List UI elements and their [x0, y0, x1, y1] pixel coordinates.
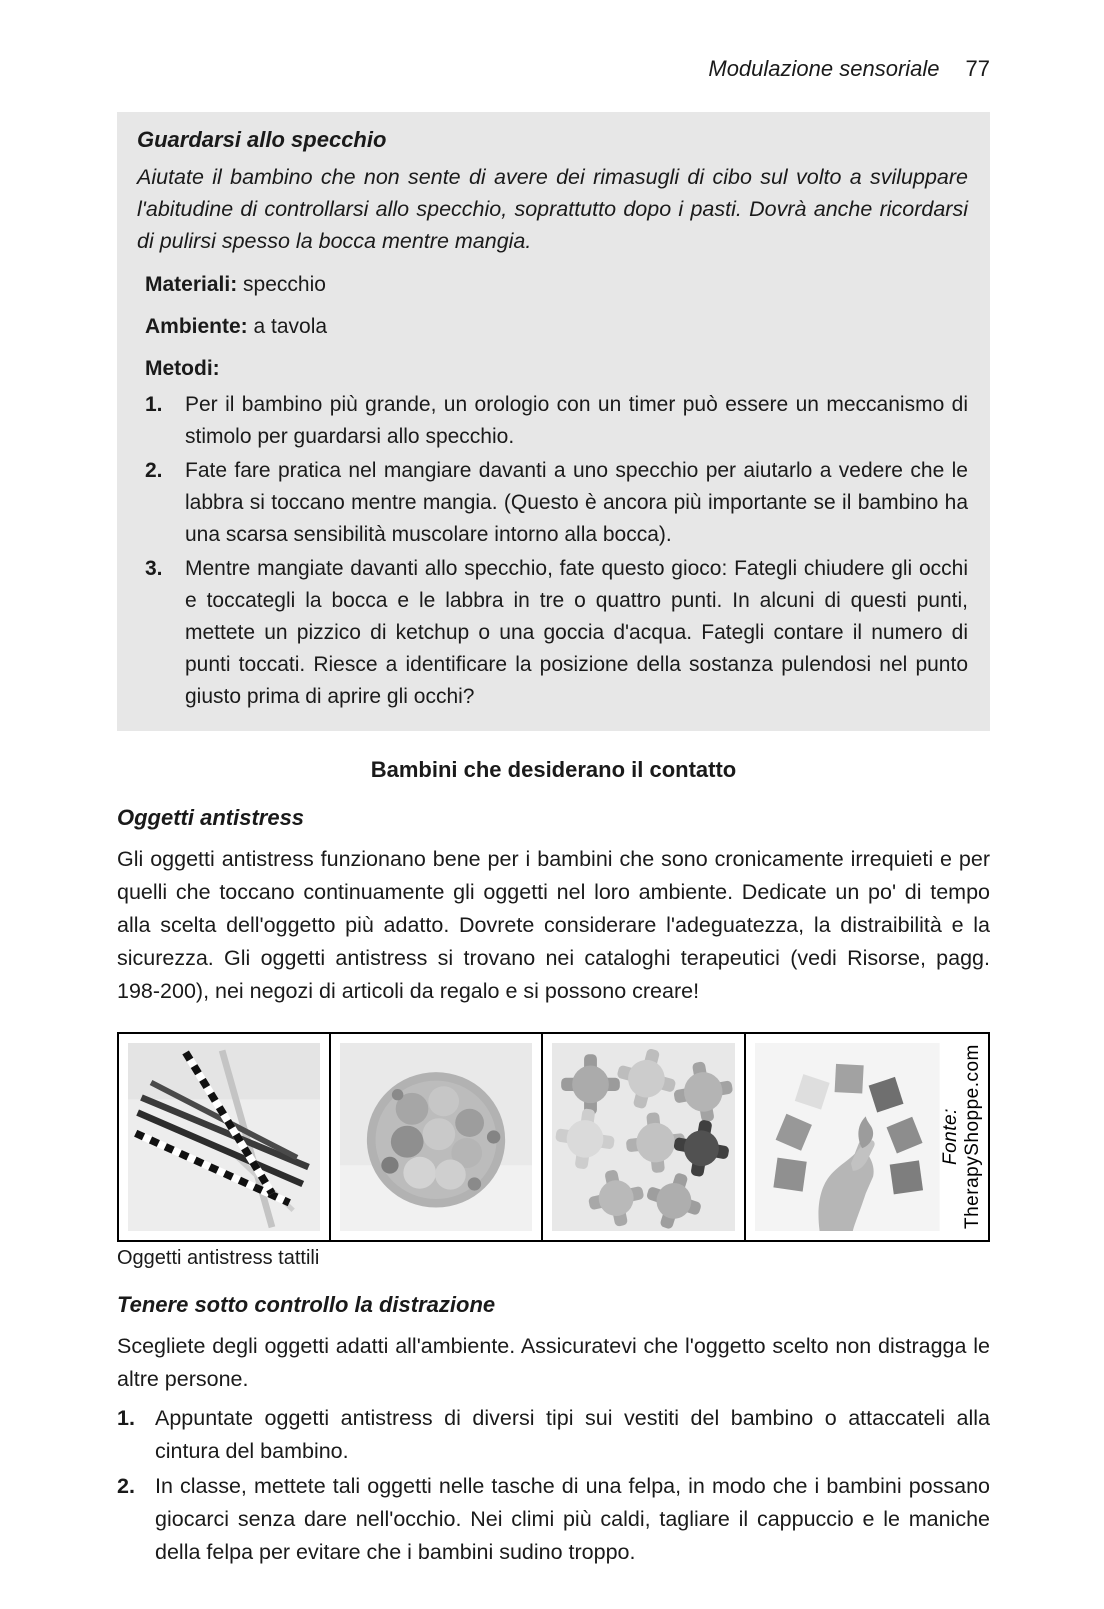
bead-squeeze-ball-photo	[340, 1043, 532, 1231]
materials-label: Materiali:	[145, 273, 238, 296]
section-title: Bambini che desiderano il contatto	[370, 757, 737, 782]
photo-cell-2	[331, 1034, 543, 1240]
tactile-twisted-sticks-photo	[128, 1043, 320, 1231]
activity-box-intro: Aiutate il bambino che non sente di avere dei rimasugli di cibo sul volto a sviluppare l'abitudine di controllarsi allo specchio, soprattutto dopo i pasti. Dovrà anche ricordarsi di pulirsi spesso la bocca mentre mangia.	[137, 165, 968, 253]
figure-caption: Oggetti antistress tattili	[117, 1247, 320, 1269]
subsection-title-distraction: Tenere sotto controllo la distrazione	[117, 1292, 496, 1317]
activity-box	[117, 112, 990, 731]
methods-label: Metodi:	[145, 357, 220, 380]
list-item	[145, 389, 968, 453]
environment-label: Ambiente:	[145, 315, 248, 338]
distraction-list	[117, 1402, 990, 1569]
chapter-title: Modulazione sensoriale	[708, 56, 940, 81]
list-number: 3.	[145, 557, 163, 580]
list-item-text: Mentre mangiate davanti allo specchio, fate questo gioco: Fategli chiudere gli occhi e toccategli la bocca e le labbra in tre o quattro punti. In alcuni di questi punti, mettete un pizzico di ketchup o una goccia d'acqua. Fategli contare il numero di punti toccati. Riesce a identificare la posizione della sostanza pulendosi nel punto giusto prima di aprire gli occhi?	[185, 557, 968, 708]
photo-cell-1	[119, 1034, 331, 1240]
list-item	[145, 455, 968, 551]
materials-row	[145, 271, 968, 299]
antistress-paragraph: Gli oggetti antistress funzionano bene per i bambini che sono cronicamente irrequieti e per quelli che toccano continuamente gli oggetti nel loro ambiente. Dedicate un po' di tempo alla scelta dell'oggetto più adatto. Dovrete considerare l'adeguatezza, la distraibilità e la sicurezza. Gli oggetti antistress si trovano nei cataloghi terapeutici (vedi Risorse, pagg. 198-200), nei negozi di articoli da regalo e si possono creare!	[117, 847, 990, 1003]
running-head	[117, 56, 990, 82]
activity-box-title: Guardarsi allo specchio	[137, 127, 387, 152]
putty-square	[890, 1160, 923, 1194]
credit-value: TherapyShoppe.com	[962, 1044, 983, 1230]
figure-antistress-objects	[117, 1032, 990, 1270]
photo-cell-3	[543, 1034, 746, 1240]
hand-with-putty-squares-photo	[755, 1043, 940, 1231]
materials-value: specchio	[237, 273, 326, 296]
photo-strip	[117, 1032, 990, 1242]
methods-list	[145, 389, 968, 713]
photo-credit	[940, 1043, 984, 1231]
methods-row	[145, 355, 968, 383]
list-item-text: Per il bambino più grande, un orologio con un timer può essere un meccanismo di stimolo per guardarsi allo specchio.	[185, 393, 968, 448]
distraction-paragraph: Scegliete degli oggetti adatti all'ambiente. Assicuratevi che l'oggetto scelto non distragga le altre persone.	[117, 1334, 990, 1391]
knobbed-jack-fidgets-photo	[552, 1043, 735, 1231]
subsection-title-antistress: Oggetti antistress	[117, 805, 305, 830]
credit-label: Fonte:	[940, 1108, 961, 1166]
list-item	[117, 1402, 990, 1468]
list-item-text: Fate fare pratica nel mangiare davanti a uno specchio per aiutarlo a vedere che le labbra si toccano mentre mangia. (Questo è ancora più importante se il bambino ha una scarsa sensibilità muscolare intorno alla bocca).	[185, 459, 968, 546]
list-item	[145, 553, 968, 713]
list-number: 2.	[145, 459, 163, 482]
environment-value: a tavola	[247, 315, 328, 338]
list-number: 1.	[145, 393, 163, 416]
list-item	[117, 1470, 990, 1569]
photo-cell-4	[746, 1034, 988, 1240]
putty-square	[774, 1158, 807, 1192]
environment-row	[145, 313, 968, 341]
list-number: 1.	[117, 1406, 135, 1430]
list-item-text: Appuntate oggetti antistress di diversi tipi sui vestiti del bambino o attaccateli alla cintura del bambino.	[155, 1406, 990, 1463]
list-number: 2.	[117, 1474, 135, 1498]
page-number: 77	[965, 56, 990, 81]
photo-wrap	[755, 1043, 940, 1231]
list-item-text: In classe, mettete tali oggetti nelle tasche di una felpa, in modo che i bambini possano giocarci senza dare nell'occhio. Nei climi più caldi, tagliare il cappuccio e le maniche della felpa per evitare che i bambini sudino troppo.	[155, 1474, 990, 1564]
putty-square	[835, 1064, 864, 1094]
